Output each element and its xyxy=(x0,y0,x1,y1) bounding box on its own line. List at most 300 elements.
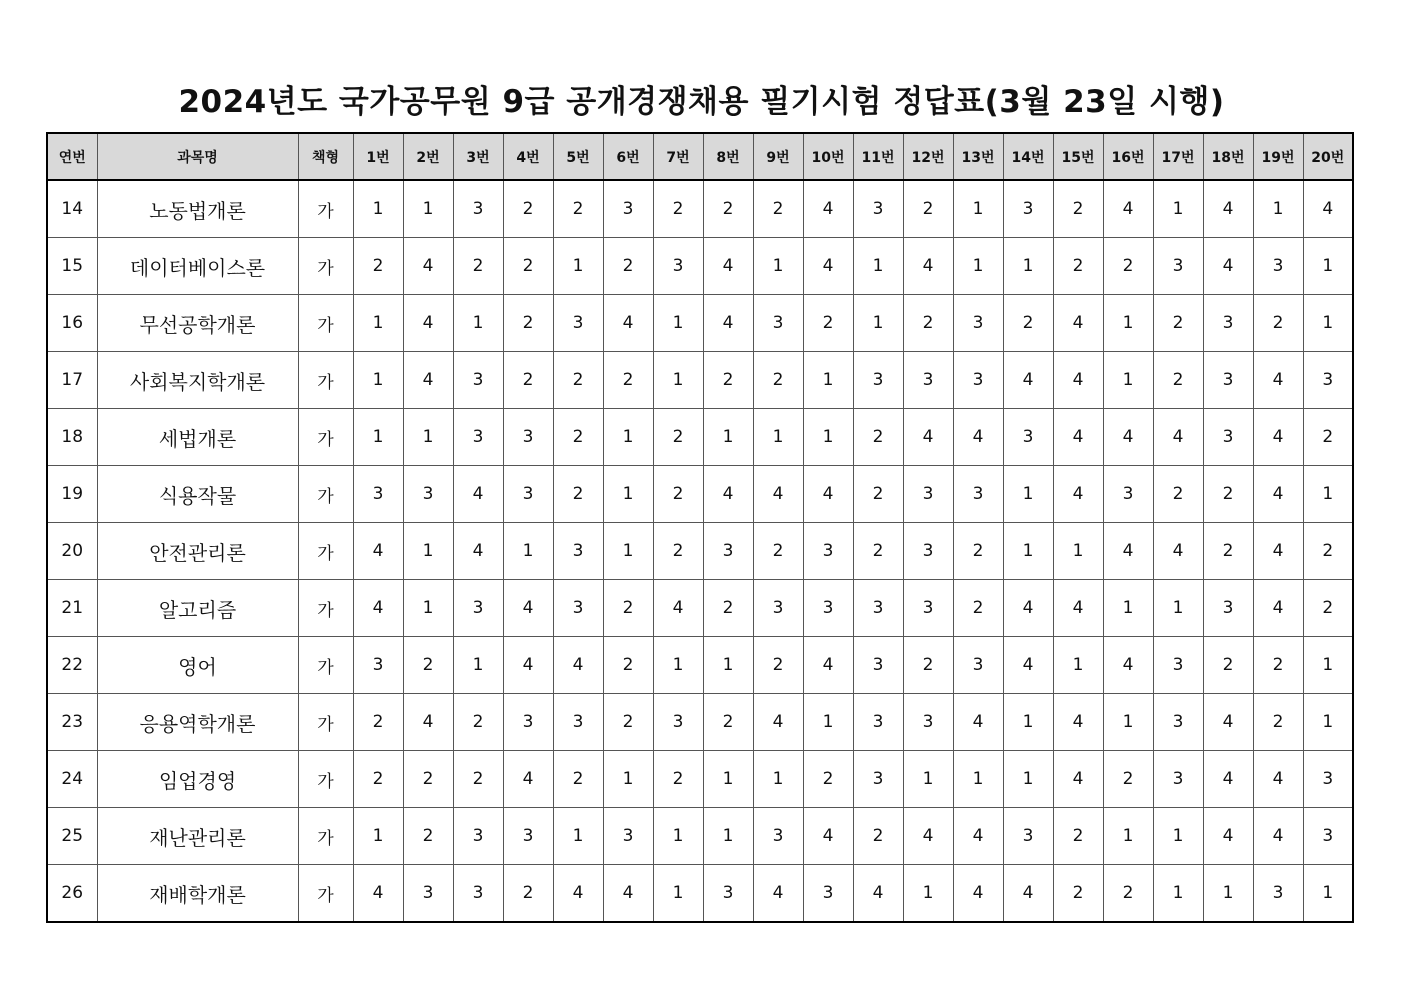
answer-cell: 1 xyxy=(653,352,703,409)
answer-cell: 1 xyxy=(1103,295,1153,352)
answer-cell: 1 xyxy=(653,865,703,923)
answer-cell: 1 xyxy=(703,409,753,466)
answer-cell: 1 xyxy=(703,637,753,694)
answer-cell: 3 xyxy=(803,865,853,923)
booklet-type-cell: 가 xyxy=(298,295,353,352)
answer-cell: 3 xyxy=(953,466,1003,523)
answer-cell: 1 xyxy=(653,295,703,352)
column-header: 2번 xyxy=(403,133,453,180)
booklet-type-cell: 가 xyxy=(298,409,353,466)
subject-cell: 응용역학개론 xyxy=(97,694,298,751)
answer-cell: 1 xyxy=(1153,580,1203,637)
column-header: 과목명 xyxy=(97,133,298,180)
answer-cell: 4 xyxy=(1053,694,1103,751)
answer-cell: 3 xyxy=(853,694,903,751)
answer-cell: 4 xyxy=(1253,808,1303,865)
answer-cell: 1 xyxy=(953,751,1003,808)
table-row xyxy=(47,637,1353,694)
answer-cell: 2 xyxy=(853,808,903,865)
answer-cell: 2 xyxy=(1103,751,1153,808)
column-header: 16번 xyxy=(1103,133,1153,180)
answer-cell: 3 xyxy=(553,295,603,352)
table-row xyxy=(47,180,1353,238)
answer-cell: 1 xyxy=(853,295,903,352)
answer-cell: 4 xyxy=(1053,295,1103,352)
answer-cell: 4 xyxy=(1203,180,1253,238)
column-header: 책형 xyxy=(298,133,353,180)
answer-cell: 4 xyxy=(1103,523,1153,580)
answer-cell: 4 xyxy=(703,466,753,523)
subject-cell: 안전관리론 xyxy=(97,523,298,580)
answer-cell: 2 xyxy=(403,751,453,808)
table-row xyxy=(47,580,1353,637)
row-number-cell: 15 xyxy=(47,238,97,295)
row-number-cell: 22 xyxy=(47,637,97,694)
answer-cell: 3 xyxy=(903,466,953,523)
table-row xyxy=(47,352,1353,409)
answer-cell: 1 xyxy=(1003,466,1053,523)
column-header: 3번 xyxy=(453,133,503,180)
answer-cell: 3 xyxy=(603,808,653,865)
answer-cell: 2 xyxy=(603,637,653,694)
answer-cell: 3 xyxy=(753,580,803,637)
booklet-type-cell: 가 xyxy=(298,352,353,409)
booklet-type-cell: 가 xyxy=(298,466,353,523)
answer-cell: 3 xyxy=(653,238,703,295)
subject-cell: 식용작물 xyxy=(97,466,298,523)
answer-cell: 4 xyxy=(403,694,453,751)
answer-cell: 4 xyxy=(403,295,453,352)
answer-cell: 2 xyxy=(853,466,903,523)
answer-cell: 1 xyxy=(1253,180,1303,238)
answer-cell: 1 xyxy=(403,580,453,637)
answer-cell: 3 xyxy=(1003,808,1053,865)
answer-cell: 4 xyxy=(1253,580,1303,637)
answer-cell: 2 xyxy=(1153,352,1203,409)
answer-cell: 3 xyxy=(453,808,503,865)
column-header: 15번 xyxy=(1053,133,1103,180)
answer-cell: 2 xyxy=(1253,295,1303,352)
answer-cell: 4 xyxy=(453,466,503,523)
answer-cell: 3 xyxy=(853,580,903,637)
answer-cell: 4 xyxy=(1253,409,1303,466)
answer-cell: 3 xyxy=(953,295,1003,352)
answer-cell: 4 xyxy=(753,466,803,523)
answer-cell: 4 xyxy=(1103,637,1153,694)
answer-cell: 3 xyxy=(853,637,903,694)
answer-cell: 2 xyxy=(653,523,703,580)
column-header: 10번 xyxy=(803,133,853,180)
answer-cell: 4 xyxy=(803,637,853,694)
answer-cell: 4 xyxy=(753,694,803,751)
answer-cell: 1 xyxy=(353,409,403,466)
answer-cell: 4 xyxy=(553,637,603,694)
answer-cell: 2 xyxy=(903,637,953,694)
answer-cell: 3 xyxy=(1253,238,1303,295)
answer-cell: 4 xyxy=(953,808,1003,865)
answer-cell: 1 xyxy=(703,808,753,865)
answer-cell: 4 xyxy=(1003,352,1053,409)
answer-cell: 4 xyxy=(1253,523,1303,580)
answer-cell: 2 xyxy=(703,694,753,751)
table-row xyxy=(47,694,1353,751)
answer-cell: 2 xyxy=(1303,580,1353,637)
answer-cell: 3 xyxy=(453,409,503,466)
answer-cell: 2 xyxy=(553,180,603,238)
answer-cell: 1 xyxy=(653,637,703,694)
row-number-cell: 14 xyxy=(47,180,97,238)
answer-cell: 1 xyxy=(1003,238,1053,295)
row-number-cell: 18 xyxy=(47,409,97,466)
answer-cell: 2 xyxy=(803,751,853,808)
answer-cell: 3 xyxy=(1003,180,1053,238)
answer-cell: 4 xyxy=(753,865,803,923)
answer-cell: 2 xyxy=(1103,238,1153,295)
answer-cell: 1 xyxy=(553,238,603,295)
subject-cell: 영어 xyxy=(97,637,298,694)
column-header: 8번 xyxy=(703,133,753,180)
answer-cell: 2 xyxy=(1103,865,1153,923)
booklet-type-cell: 가 xyxy=(298,523,353,580)
answer-cell: 1 xyxy=(1153,180,1203,238)
column-header: 12번 xyxy=(903,133,953,180)
answer-cell: 3 xyxy=(1153,751,1203,808)
answer-cell: 1 xyxy=(903,751,953,808)
answer-cell: 3 xyxy=(653,694,703,751)
answer-cell: 4 xyxy=(1203,808,1253,865)
column-header: 14번 xyxy=(1003,133,1053,180)
answer-cell: 1 xyxy=(1003,751,1053,808)
booklet-type-cell: 가 xyxy=(298,238,353,295)
answer-cell: 1 xyxy=(803,352,853,409)
answer-cell: 3 xyxy=(903,352,953,409)
column-header: 4번 xyxy=(503,133,553,180)
answer-cell: 1 xyxy=(753,238,803,295)
answer-cell: 3 xyxy=(403,466,453,523)
row-number-cell: 23 xyxy=(47,694,97,751)
answer-cell: 4 xyxy=(903,238,953,295)
row-number-cell: 21 xyxy=(47,580,97,637)
answer-cell: 1 xyxy=(553,808,603,865)
column-header: 연번 xyxy=(47,133,97,180)
page-title: 2024년도 국가공무원 9급 공개경쟁채용 필기시험 정답표(3월 23일 시행) xyxy=(178,84,1225,120)
answer-cell: 2 xyxy=(753,352,803,409)
answer-cell: 4 xyxy=(1103,180,1153,238)
answer-cell: 2 xyxy=(553,751,603,808)
answer-cell: 4 xyxy=(503,637,553,694)
answer-cell: 3 xyxy=(403,865,453,923)
answer-cell: 1 xyxy=(353,808,403,865)
answer-cell: 2 xyxy=(903,180,953,238)
answer-cell: 4 xyxy=(853,865,903,923)
answer-cell: 4 xyxy=(1153,523,1203,580)
answer-cell: 1 xyxy=(453,295,503,352)
answer-cell: 3 xyxy=(503,694,553,751)
answer-cell: 4 xyxy=(803,238,853,295)
answer-cell: 4 xyxy=(353,865,403,923)
answer-cell: 3 xyxy=(853,352,903,409)
answer-cell: 2 xyxy=(653,751,703,808)
answer-cell: 1 xyxy=(1103,808,1153,865)
row-number-cell: 25 xyxy=(47,808,97,865)
answer-cell: 4 xyxy=(553,865,603,923)
answer-cell: 1 xyxy=(603,751,653,808)
answer-cell: 1 xyxy=(1303,466,1353,523)
answer-cell: 4 xyxy=(1053,352,1103,409)
answer-cell: 1 xyxy=(1103,580,1153,637)
answer-cell: 1 xyxy=(953,180,1003,238)
answer-cell: 4 xyxy=(603,295,653,352)
answer-cell: 4 xyxy=(953,694,1003,751)
answer-cell: 3 xyxy=(453,180,503,238)
answer-cell: 2 xyxy=(703,180,753,238)
answer-cell: 1 xyxy=(853,238,903,295)
answer-cell: 4 xyxy=(603,865,653,923)
answer-cell: 3 xyxy=(353,466,403,523)
answer-cell: 4 xyxy=(903,409,953,466)
answer-cell: 2 xyxy=(603,352,653,409)
answer-cell: 3 xyxy=(703,523,753,580)
answer-cell: 3 xyxy=(903,580,953,637)
answer-cell: 4 xyxy=(1253,352,1303,409)
answer-cell: 4 xyxy=(953,865,1003,923)
answer-cell: 4 xyxy=(1003,865,1053,923)
answer-cell: 2 xyxy=(503,352,553,409)
answer-cell: 2 xyxy=(403,808,453,865)
answer-cell: 2 xyxy=(603,694,653,751)
row-number-cell: 17 xyxy=(47,352,97,409)
answer-cell: 1 xyxy=(503,523,553,580)
answer-cell: 2 xyxy=(653,180,703,238)
answer-cell: 4 xyxy=(1303,180,1353,238)
answer-cell: 2 xyxy=(1053,180,1103,238)
booklet-type-cell: 가 xyxy=(298,865,353,923)
answer-cell: 1 xyxy=(353,295,403,352)
answer-cell: 3 xyxy=(1203,352,1253,409)
answer-cell: 1 xyxy=(1003,523,1053,580)
answer-cell: 3 xyxy=(753,808,803,865)
table-row xyxy=(47,751,1353,808)
answer-cell: 4 xyxy=(1253,751,1303,808)
answer-cell: 4 xyxy=(703,238,753,295)
answer-cell: 3 xyxy=(453,865,503,923)
answer-cell: 4 xyxy=(1053,580,1103,637)
answer-cell: 1 xyxy=(953,238,1003,295)
answer-cell: 2 xyxy=(1253,694,1303,751)
column-header: 19번 xyxy=(1253,133,1303,180)
answer-cell: 4 xyxy=(803,180,853,238)
row-number-cell: 20 xyxy=(47,523,97,580)
table-row xyxy=(47,409,1353,466)
answer-cell: 4 xyxy=(1103,409,1153,466)
answer-cell: 2 xyxy=(553,352,603,409)
answer-cell: 2 xyxy=(1053,808,1103,865)
table-row xyxy=(47,865,1353,923)
answer-cell: 3 xyxy=(1103,466,1153,523)
answer-cell: 4 xyxy=(653,580,703,637)
row-number-cell: 16 xyxy=(47,295,97,352)
answer-cell: 4 xyxy=(1053,409,1103,466)
subject-cell: 임업경영 xyxy=(97,751,298,808)
answer-cell: 4 xyxy=(1203,751,1253,808)
answer-cell: 3 xyxy=(853,180,903,238)
answer-cell: 1 xyxy=(1303,238,1353,295)
answer-cell: 1 xyxy=(803,694,853,751)
answer-cell: 3 xyxy=(803,580,853,637)
answer-cell: 2 xyxy=(503,865,553,923)
answer-cell: 2 xyxy=(453,694,503,751)
answer-cell: 2 xyxy=(1303,523,1353,580)
answer-cell: 2 xyxy=(353,751,403,808)
answer-cell: 1 xyxy=(1303,295,1353,352)
answer-cell: 2 xyxy=(753,637,803,694)
answer-cell: 2 xyxy=(853,409,903,466)
answer-cell: 3 xyxy=(1153,238,1203,295)
table-body xyxy=(47,180,1353,922)
booklet-type-cell: 가 xyxy=(298,751,353,808)
answer-cell: 2 xyxy=(453,751,503,808)
booklet-type-cell: 가 xyxy=(298,180,353,238)
answer-cell: 4 xyxy=(1053,751,1103,808)
answer-cell: 1 xyxy=(603,466,653,523)
answer-cell: 1 xyxy=(753,751,803,808)
answer-cell: 2 xyxy=(503,238,553,295)
answer-cell: 1 xyxy=(1103,694,1153,751)
answer-cell: 3 xyxy=(1203,409,1253,466)
booklet-type-cell: 가 xyxy=(298,694,353,751)
answer-cell: 4 xyxy=(903,808,953,865)
row-number-cell: 19 xyxy=(47,466,97,523)
answer-cell: 1 xyxy=(353,352,403,409)
answer-cell: 2 xyxy=(1253,637,1303,694)
answer-cell: 3 xyxy=(1303,751,1353,808)
answer-cell: 3 xyxy=(453,352,503,409)
answer-cell: 3 xyxy=(553,523,603,580)
answer-cell: 3 xyxy=(1153,694,1203,751)
booklet-type-cell: 가 xyxy=(298,637,353,694)
answer-cell: 3 xyxy=(553,580,603,637)
column-header: 13번 xyxy=(953,133,1003,180)
answer-cell: 2 xyxy=(603,580,653,637)
answer-cell: 3 xyxy=(553,694,603,751)
subject-cell: 노동법개론 xyxy=(97,180,298,238)
answer-cell: 4 xyxy=(953,409,1003,466)
answer-cell: 3 xyxy=(603,180,653,238)
answer-cell: 3 xyxy=(753,295,803,352)
answer-cell: 2 xyxy=(553,409,603,466)
column-header: 7번 xyxy=(653,133,703,180)
table-row xyxy=(47,466,1353,523)
answer-cell: 2 xyxy=(503,295,553,352)
answer-table xyxy=(46,132,1354,923)
answer-cell: 1 xyxy=(1303,637,1353,694)
answer-cell: 3 xyxy=(503,409,553,466)
answer-cell: 2 xyxy=(753,180,803,238)
answer-cell: 2 xyxy=(653,466,703,523)
subject-cell: 재배학개론 xyxy=(97,865,298,923)
row-number-cell: 26 xyxy=(47,865,97,923)
answer-cell: 2 xyxy=(953,580,1003,637)
answer-cell: 2 xyxy=(1053,238,1103,295)
answer-cell: 3 xyxy=(1153,637,1203,694)
answer-cell: 3 xyxy=(353,637,403,694)
column-header: 6번 xyxy=(603,133,653,180)
column-header: 5번 xyxy=(553,133,603,180)
answer-cell: 2 xyxy=(1153,466,1203,523)
table-row xyxy=(47,295,1353,352)
answer-cell: 1 xyxy=(703,751,753,808)
answer-cell: 3 xyxy=(503,808,553,865)
answer-cell: 3 xyxy=(1203,295,1253,352)
answer-cell: 1 xyxy=(1153,865,1203,923)
answer-cell: 4 xyxy=(1203,238,1253,295)
subject-cell: 무선공학개론 xyxy=(97,295,298,352)
subject-cell: 세법개론 xyxy=(97,409,298,466)
answer-cell: 4 xyxy=(503,580,553,637)
answer-cell: 4 xyxy=(353,523,403,580)
answer-cell: 2 xyxy=(1203,637,1253,694)
answer-cell: 4 xyxy=(403,238,453,295)
answer-cell: 1 xyxy=(1103,352,1153,409)
answer-cell: 1 xyxy=(803,409,853,466)
answer-cell: 1 xyxy=(1003,694,1053,751)
answer-cell: 1 xyxy=(603,523,653,580)
answer-cell: 1 xyxy=(453,637,503,694)
answer-cell: 2 xyxy=(1053,865,1103,923)
answer-cell: 2 xyxy=(653,409,703,466)
answer-cell: 3 xyxy=(1203,580,1253,637)
answer-cell: 1 xyxy=(753,409,803,466)
answer-cell: 2 xyxy=(1003,295,1053,352)
table-header-row xyxy=(47,133,1353,180)
answer-cell: 3 xyxy=(953,352,1003,409)
answer-cell: 1 xyxy=(603,409,653,466)
answer-cell: 2 xyxy=(953,523,1003,580)
column-header: 9번 xyxy=(753,133,803,180)
booklet-type-cell: 가 xyxy=(298,808,353,865)
answer-cell: 4 xyxy=(403,352,453,409)
answer-cell: 4 xyxy=(453,523,503,580)
table-row xyxy=(47,238,1353,295)
answer-cell: 2 xyxy=(853,523,903,580)
answer-cell: 1 xyxy=(1153,808,1203,865)
column-header: 11번 xyxy=(853,133,903,180)
column-header: 18번 xyxy=(1203,133,1253,180)
answer-cell: 1 xyxy=(1303,694,1353,751)
answer-cell: 1 xyxy=(1053,637,1103,694)
answer-cell: 2 xyxy=(703,352,753,409)
answer-cell: 3 xyxy=(803,523,853,580)
answer-cell: 4 xyxy=(703,295,753,352)
answer-cell: 3 xyxy=(453,580,503,637)
answer-cell: 2 xyxy=(353,238,403,295)
table-row xyxy=(47,523,1353,580)
column-header: 17번 xyxy=(1153,133,1203,180)
row-number-cell: 24 xyxy=(47,751,97,808)
answer-cell: 2 xyxy=(503,180,553,238)
column-header: 1번 xyxy=(353,133,403,180)
answer-cell: 3 xyxy=(1003,409,1053,466)
answer-cell: 4 xyxy=(1003,580,1053,637)
answer-cell: 2 xyxy=(803,295,853,352)
answer-cell: 2 xyxy=(1303,409,1353,466)
answer-cell: 3 xyxy=(1303,808,1353,865)
subject-cell: 데이터베이스론 xyxy=(97,238,298,295)
answer-cell: 3 xyxy=(503,466,553,523)
answer-cell: 4 xyxy=(1003,637,1053,694)
answer-cell: 1 xyxy=(1203,865,1253,923)
answer-cell: 4 xyxy=(1053,466,1103,523)
